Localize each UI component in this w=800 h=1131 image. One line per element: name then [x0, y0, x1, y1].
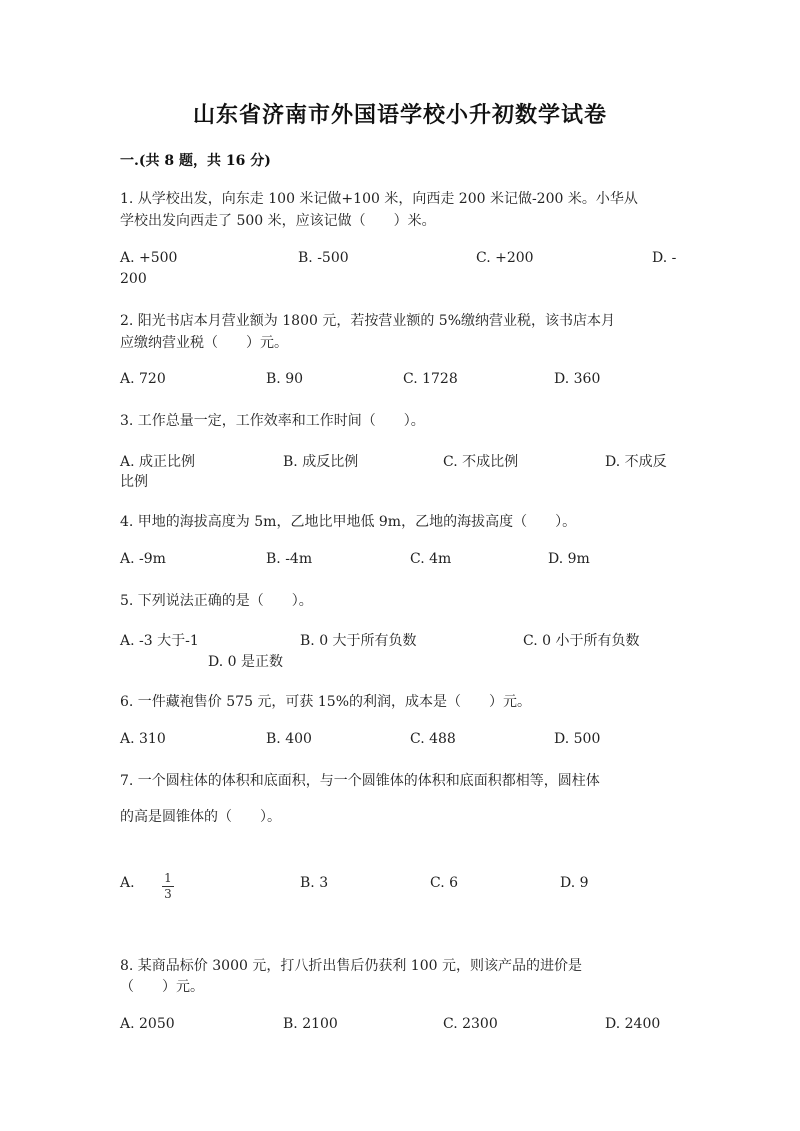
question-text: 7. 一个圆柱体的体积和底面积，与一个圆锥体的体积和底面积都相等，圆柱体	[120, 773, 600, 789]
option-d[interactable]: D. 9m	[548, 551, 590, 567]
option-b[interactable]: B. 400	[266, 731, 312, 747]
option-b[interactable]: B. 90	[266, 371, 304, 387]
question-text: 的高是圆锥体的（ ）。	[120, 809, 281, 825]
question-text: 2. 阳光书店本月营业额为 1800 元，若按营业额的 5%缴纳营业税，该书店本月	[120, 313, 615, 329]
question-text: 学校出发向西走了 500 米，应该记做（ ）米。	[120, 213, 436, 229]
question-text: 3. 工作总量一定，工作效率和工作时间（ ）。	[120, 413, 425, 429]
option-d[interactable]: D. 不成反	[605, 454, 667, 470]
section-heading: 一.(共 8 题，共 16 分)	[120, 153, 271, 169]
option-c[interactable]: C. +200	[476, 250, 534, 266]
option-b[interactable]: B. -500	[298, 250, 349, 266]
option-d[interactable]: D. 9	[560, 875, 589, 891]
option-a[interactable]: A. 成正比例	[120, 454, 196, 470]
question-text: 4. 甲地的海拔高度为 5m，乙地比甲地低 9m，乙地的海拔高度（ ）。	[120, 514, 577, 530]
option-a[interactable]: A.	[120, 875, 135, 891]
option-b[interactable]: B. -4m	[266, 551, 313, 567]
option-d[interactable]: D. 500	[554, 731, 601, 747]
option-d[interactable]: D. 2400	[605, 1016, 661, 1032]
question-text: 5. 下列说法正确的是（ ）。	[120, 593, 313, 609]
option-a[interactable]: A. 2050	[120, 1016, 175, 1032]
option-a[interactable]: A. 310	[120, 731, 166, 747]
option-b[interactable]: B. 3	[300, 875, 329, 891]
page-title: 山东省济南市外国语学校小升初数学试卷	[192, 102, 607, 128]
question-text: 1. 从学校出发，向东走 100 米记做+100 米，向西走 200 米记做-200 米。小华从	[120, 191, 638, 207]
option-c[interactable]: C. 4m	[410, 551, 452, 567]
option-d-continued: 200	[120, 271, 147, 287]
option-c[interactable]: C. 488	[410, 731, 456, 747]
fraction-denominator: 3	[164, 887, 172, 901]
option-c[interactable]: C. 6	[430, 875, 459, 891]
option-a[interactable]: A. 720	[120, 371, 166, 387]
fraction-numerator: 1	[164, 871, 172, 885]
option-a[interactable]: A. +500	[120, 250, 178, 266]
question-text: 8. 某商品标价 3000 元，打八折出售后仍获利 100 元，则该产品的进价是	[120, 958, 582, 974]
question-text: 应缴纳营业税（ ）元。	[120, 335, 288, 351]
fraction-one-third	[162, 872, 174, 901]
option-c[interactable]: C. 不成比例	[443, 454, 519, 470]
option-b[interactable]: B. 2100	[283, 1016, 338, 1032]
option-a[interactable]: A. -9m	[120, 551, 166, 567]
question-text: （ ）元。	[120, 979, 204, 995]
option-c[interactable]: C. 0 小于所有负数	[523, 633, 640, 649]
option-d[interactable]: D. 360	[554, 371, 601, 387]
question-text: 6. 一件藏袍售价 575 元，可获 15%的利润，成本是（ ）元。	[120, 694, 531, 710]
option-c[interactable]: C. 1728	[403, 371, 458, 387]
option-b[interactable]: B. 成反比例	[283, 454, 359, 470]
option-b[interactable]: B. 0 大于所有负数	[300, 633, 417, 649]
option-d-continued: 比例	[120, 474, 148, 490]
option-d[interactable]: D. -	[652, 250, 677, 266]
option-c[interactable]: C. 2300	[443, 1016, 498, 1032]
option-a[interactable]: A. -3 大于-1	[120, 633, 199, 649]
option-d[interactable]: D. 0 是正数	[208, 654, 283, 670]
